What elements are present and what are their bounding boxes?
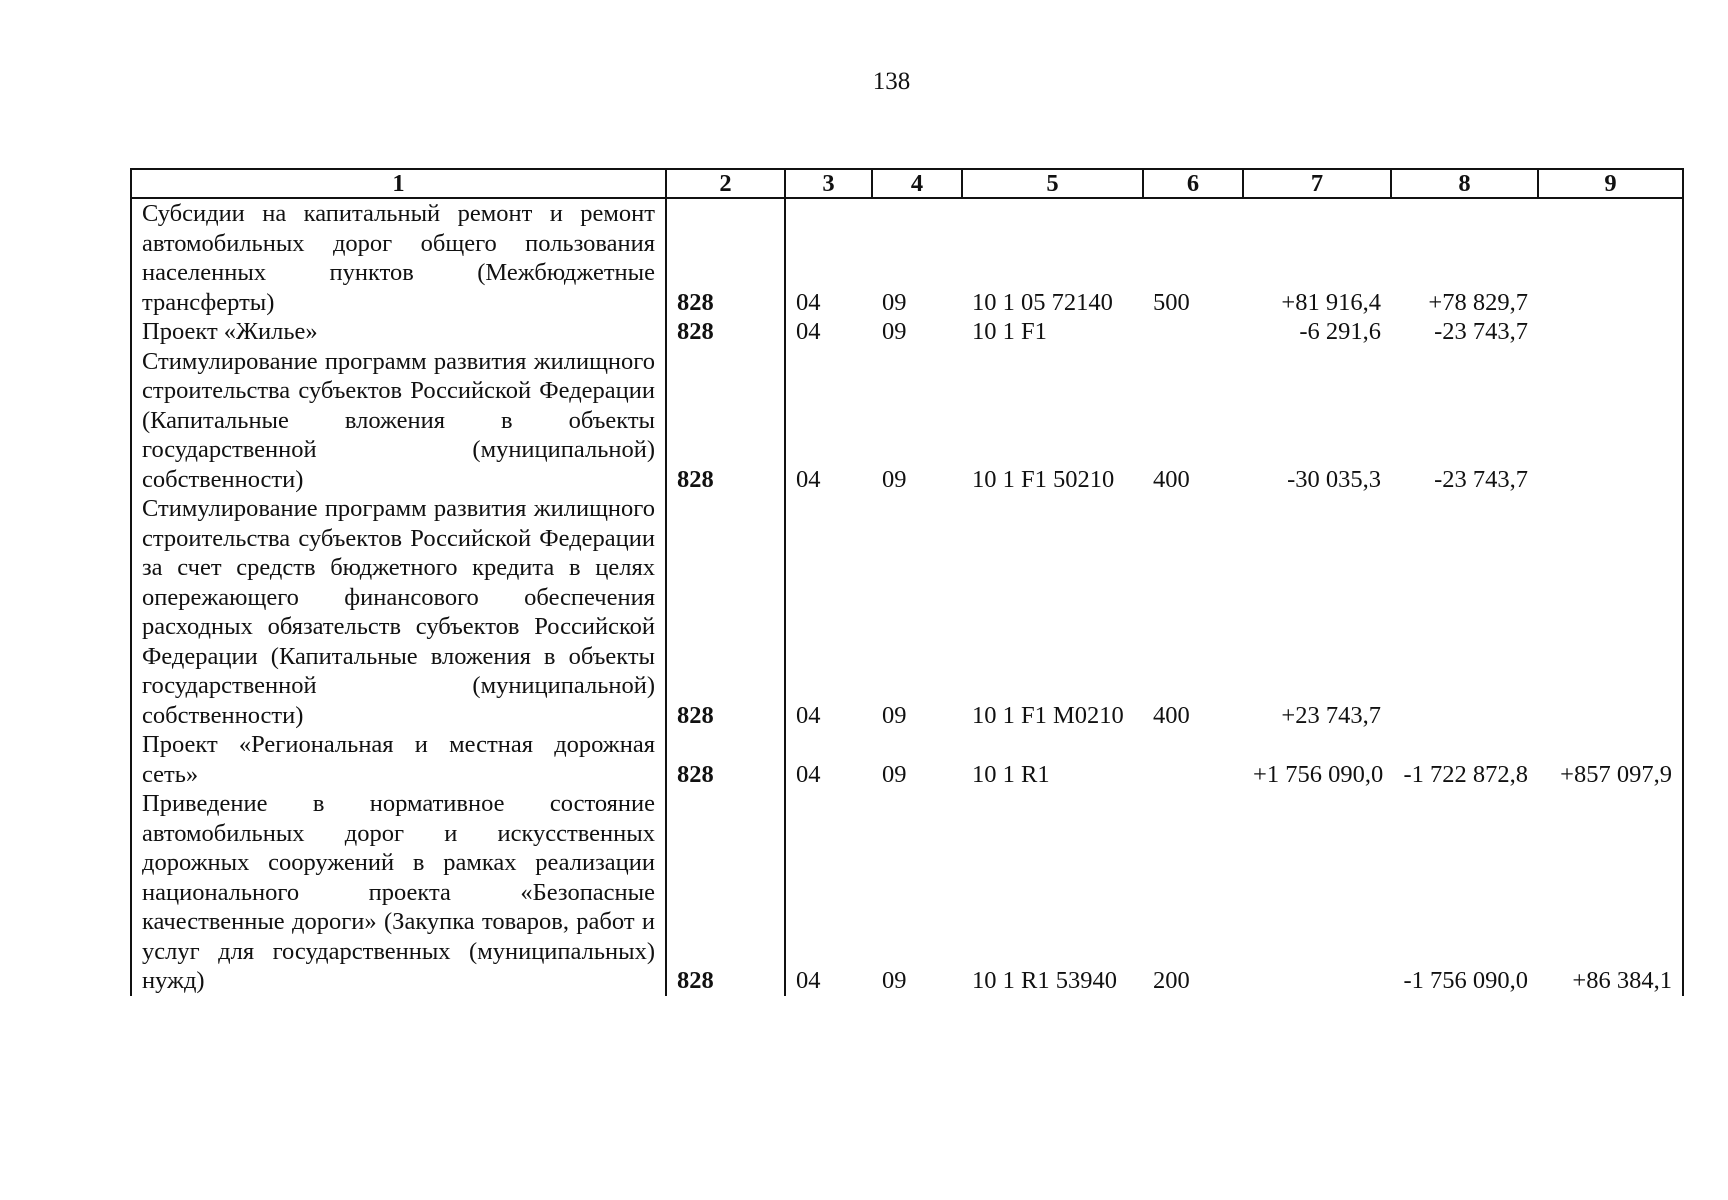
table-row	[131, 317, 1683, 347]
row-vr: 500	[1153, 288, 1190, 316]
row-amount-8: +78 829,7	[1428, 288, 1528, 316]
row-amount-8: -1 756 090,0	[1403, 967, 1528, 994]
header-col-9: 9	[1538, 169, 1683, 198]
row-rz: 04	[796, 318, 821, 345]
row-grbs: 828	[666, 789, 785, 996]
row-rz: 04	[796, 465, 821, 493]
row-pr: 09	[882, 967, 907, 994]
row-vr: 200	[1153, 967, 1190, 994]
row-amount-8: -23 743,7	[1434, 318, 1528, 345]
header-col-7: 7	[1243, 169, 1391, 198]
header-col-1: 1	[131, 169, 666, 198]
row-name: Стимулирование программ развития жилищного строительства субъектов Российской Федерации (Капитальные вложения в объекты государственной (муниципальной) собственности)	[131, 347, 666, 495]
header-col-4: 4	[872, 169, 962, 198]
row-csr: 10 1 05 72140	[972, 288, 1113, 316]
row-grbs: 828	[666, 494, 785, 730]
row-csr: 10 1 R1	[972, 760, 1050, 788]
row-name: Проект «Жилье»	[131, 317, 666, 347]
header-row	[131, 169, 1683, 198]
row-pr: 09	[882, 701, 907, 729]
row-rz: 04	[796, 760, 821, 788]
table-row	[131, 198, 1683, 317]
row-name: Приведение в нормативное состояние автомобильных дорог и искусственных дорожных сооружений в рамках реализации национального проекта «Безопасные качественные дороги» (Закупка товаров, работ и услуг для государственных (муниципальных) нужд)	[131, 789, 666, 996]
row-csr: 10 1 R1 53940	[972, 967, 1117, 994]
row-amount-8	[1391, 494, 1538, 730]
header-col-5: 5	[962, 169, 1143, 198]
row-name: Проект «Региональная и местная дорожная сеть»	[131, 730, 666, 789]
row-grbs: 828	[666, 347, 785, 495]
row-grbs: 828	[666, 198, 785, 317]
row-pr: 09	[882, 760, 907, 788]
row-rz: 04	[796, 288, 821, 316]
row-vr	[1143, 317, 1243, 347]
table-row	[131, 789, 1683, 996]
header-col-3: 3	[785, 169, 872, 198]
row-amount-9: +857 097,9	[1538, 730, 1683, 789]
row-pr: 09	[882, 288, 907, 316]
row-vr	[1143, 730, 1243, 789]
budget-table	[130, 168, 1684, 996]
row-amount-9: +86 384,1	[1538, 789, 1683, 996]
row-amount-9	[1538, 198, 1683, 317]
header-col-6: 6	[1143, 169, 1243, 198]
row-amount-7: -6 291,6	[1299, 318, 1381, 345]
header-col-8: 8	[1391, 169, 1538, 198]
row-name: Стимулирование программ развития жилищного строительства субъектов Российской Федерации за счет средств бюджетного кредита в целях опережающего финансового обеспечения расходных обязательств субъектов Российской Федерации (Капитальные вложения в объекты государственной (муниципальной) собственности)	[131, 494, 666, 730]
row-amount-7: -30 035,3	[1287, 465, 1381, 493]
row-amount-8: -23 743,7	[1434, 465, 1528, 493]
row-amount-8: -1 722 872,8	[1403, 760, 1528, 788]
table-row	[131, 347, 1683, 495]
row-csr: 10 1 F1 M0210	[972, 701, 1124, 729]
row-amount-7: +1 756 090,0	[1253, 760, 1384, 788]
row-grbs: 828	[666, 317, 785, 347]
row-csr: 10 1 F1	[972, 318, 1047, 345]
row-vr: 400	[1153, 465, 1190, 493]
table-row	[131, 730, 1683, 789]
row-name: Субсидии на капитальный ремонт и ремонт автомобильных дорог общего пользования населенных пунктов (Межбюджетные трансферты)	[131, 198, 666, 317]
header-col-2: 2	[666, 169, 785, 198]
page-number: 138	[872, 68, 911, 95]
row-amount-9	[1538, 317, 1683, 347]
row-amount-9	[1538, 494, 1683, 730]
row-amount-9	[1538, 347, 1683, 495]
row-pr: 09	[882, 465, 907, 493]
row-amount-7: +81 916,4	[1281, 288, 1381, 316]
row-vr: 400	[1153, 701, 1190, 729]
table-row	[131, 494, 1683, 730]
row-grbs: 828	[666, 730, 785, 789]
row-amount-7: +23 743,7	[1281, 701, 1381, 729]
row-rz: 04	[796, 701, 821, 729]
row-amount-7	[1243, 789, 1391, 996]
row-pr: 09	[882, 318, 907, 345]
row-rz: 04	[796, 967, 821, 994]
row-csr: 10 1 F1 50210	[972, 465, 1115, 493]
